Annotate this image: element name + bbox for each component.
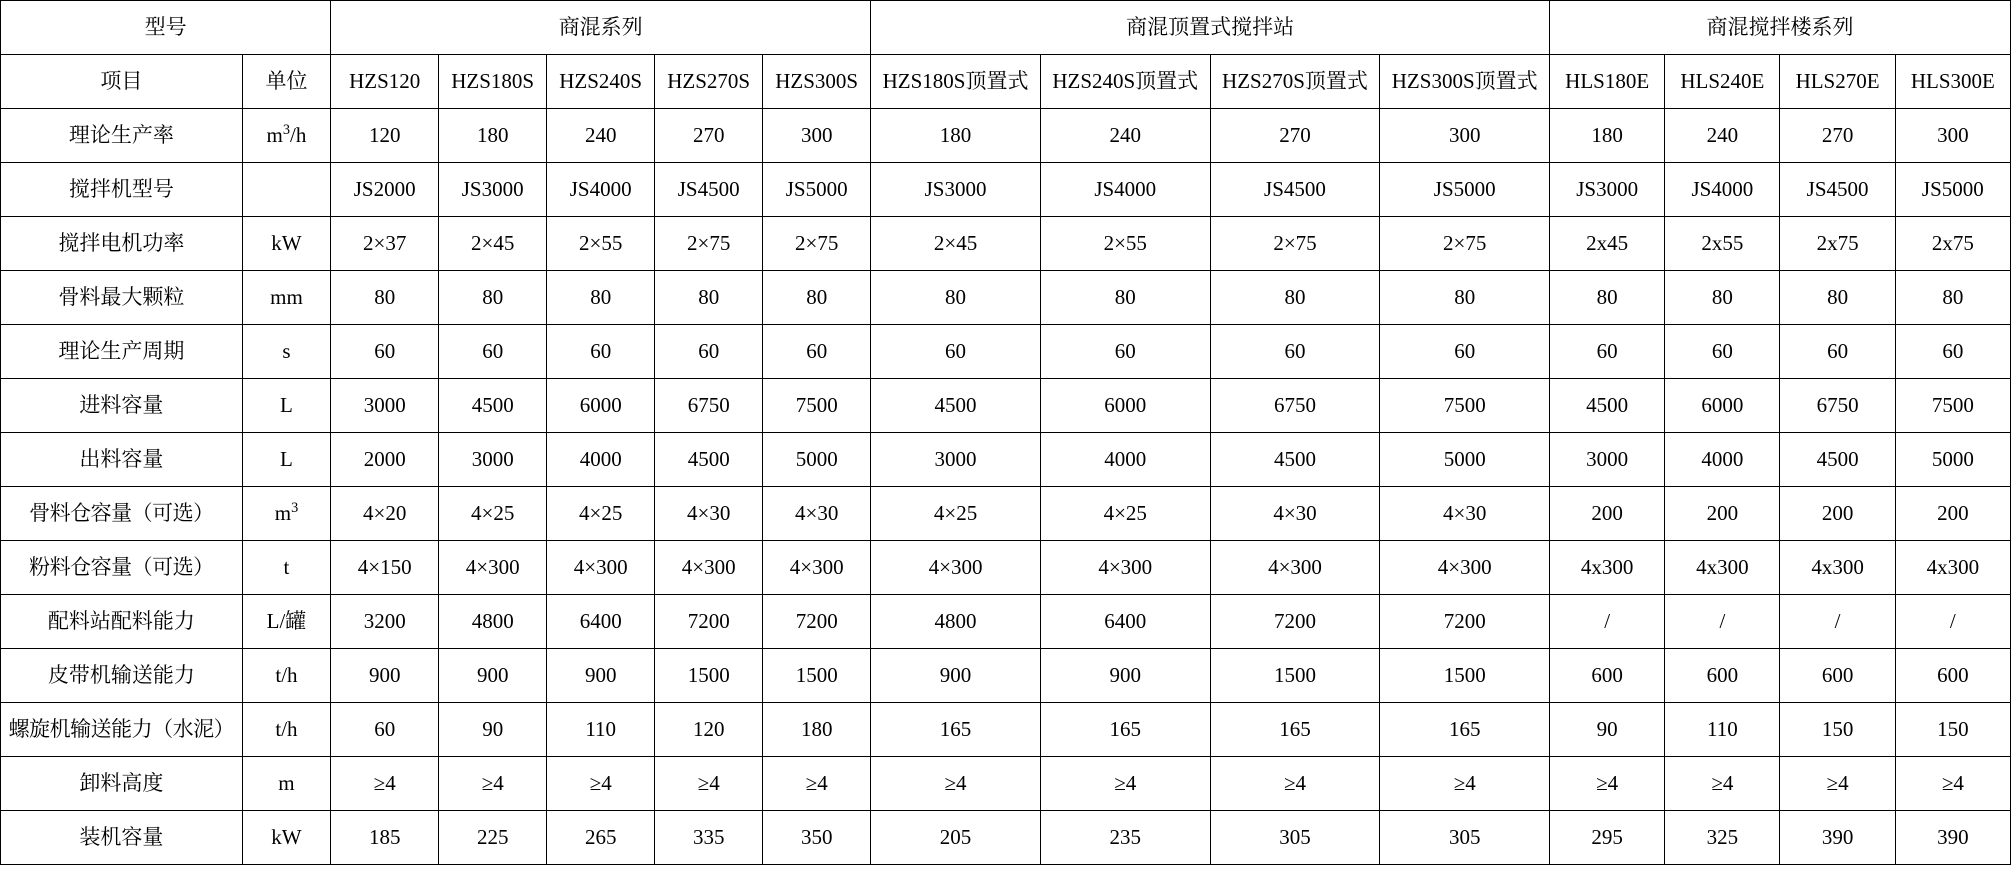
row-unit [242,163,330,217]
table-cell: 60 [331,703,439,757]
table-cell: 2×75 [763,217,871,271]
model-header-hls240e: HLS240E [1665,55,1780,109]
table-cell: 390 [1895,811,2010,865]
row-unit: kW [242,217,330,271]
table-cell: ≥4 [1665,757,1780,811]
table-cell: 60 [763,325,871,379]
table-cell: 80 [1665,271,1780,325]
row-label: 配料站配料能力 [1,595,243,649]
model-header-hls300e: HLS300E [1895,55,2010,109]
table-cell: 7500 [1380,379,1550,433]
table-cell: 80 [655,271,763,325]
table-cell: 900 [331,649,439,703]
table-cell: 6400 [547,595,655,649]
table-cell: ≥4 [1040,757,1210,811]
table-cell: ≥4 [331,757,439,811]
table-cell: 1500 [763,649,871,703]
table-cell: 600 [1895,649,2010,703]
table-cell: 4×300 [1210,541,1380,595]
table-cell: 1500 [655,649,763,703]
table-cell: 4×300 [1040,541,1210,595]
table-cell: 4800 [871,595,1041,649]
table-row [1,109,2011,163]
table-cell: 60 [1665,325,1780,379]
table-cell: 240 [1665,109,1780,163]
table-cell: ≥4 [1550,757,1665,811]
table-cell: 60 [1550,325,1665,379]
table-cell: 1500 [1380,649,1550,703]
table-cell: 7200 [1210,595,1380,649]
table-cell: ≥4 [655,757,763,811]
table-cell: 305 [1210,811,1380,865]
table-cell: 3200 [331,595,439,649]
table-cell: 80 [763,271,871,325]
table-cell: 2×45 [871,217,1041,271]
table-cell: 200 [1665,487,1780,541]
table-cell: 200 [1550,487,1665,541]
model-header-hzs120: HZS120 [331,55,439,109]
table-cell: 4×25 [1040,487,1210,541]
table-cell: 6000 [547,379,655,433]
table-cell: 900 [871,649,1041,703]
table-cell: 2x55 [1665,217,1780,271]
table-cell: JS5000 [1380,163,1550,217]
table-cell: 180 [871,109,1041,163]
table-row [1,703,2011,757]
table-cell: 4×25 [871,487,1041,541]
table-cell: 600 [1780,649,1895,703]
table-cell: 2x75 [1895,217,2010,271]
table-cell: 165 [1380,703,1550,757]
table-cell: JS4500 [1780,163,1895,217]
table-cell: 80 [1040,271,1210,325]
model-header-cell: 型号 [1,1,331,55]
table-cell: ≥4 [1895,757,2010,811]
table-cell: 235 [1040,811,1210,865]
table-cell: 4×30 [763,487,871,541]
table-cell: 900 [1040,649,1210,703]
table-cell: 185 [331,811,439,865]
table-cell: 4×20 [331,487,439,541]
table-row [1,379,2011,433]
row-label: 出料容量 [1,433,243,487]
table-cell: 5000 [1380,433,1550,487]
row-label: 螺旋机输送能力（水泥） [1,703,243,757]
table-cell: 80 [871,271,1041,325]
table-cell: 7500 [1895,379,2010,433]
row-unit: t/h [242,703,330,757]
table-row [1,649,2011,703]
table-cell: 225 [439,811,547,865]
table-cell: 5000 [1895,433,2010,487]
table-cell: / [1550,595,1665,649]
table-cell: 3000 [871,433,1041,487]
table-cell: 120 [655,703,763,757]
group-header-row [1,1,2011,55]
table-cell: 4x300 [1550,541,1665,595]
row-label: 粉料仓容量（可选） [1,541,243,595]
table-cell: 325 [1665,811,1780,865]
table-cell: 4×300 [1380,541,1550,595]
unit-header-cell: 单位 [242,55,330,109]
table-row [1,271,2011,325]
table-cell: 2x75 [1780,217,1895,271]
table-cell: 165 [871,703,1041,757]
table-cell: 335 [655,811,763,865]
table-cell: JS4000 [547,163,655,217]
table-cell: 4x300 [1665,541,1780,595]
table-cell: 165 [1040,703,1210,757]
table-row [1,811,2011,865]
table-cell: 270 [1210,109,1380,163]
table-cell: 2×75 [1380,217,1550,271]
table-row [1,433,2011,487]
table-cell: 4500 [1550,379,1665,433]
row-label: 理论生产率 [1,109,243,163]
table-cell: 7200 [655,595,763,649]
table-cell: 240 [547,109,655,163]
table-cell: 90 [1550,703,1665,757]
table-cell: 1500 [1210,649,1380,703]
model-header-hzs300s-top: HZS300S顶置式 [1380,55,1550,109]
table-cell: 80 [1895,271,2010,325]
table-cell: 4500 [1780,433,1895,487]
table-cell: 5000 [763,433,871,487]
table-cell: 4×300 [763,541,871,595]
table-cell: 4500 [871,379,1041,433]
table-cell: 6400 [1040,595,1210,649]
table-cell: 4000 [1040,433,1210,487]
model-header-hzs300s: HZS300S [763,55,871,109]
table-cell: JS4500 [1210,163,1380,217]
table-cell: 300 [1380,109,1550,163]
row-label: 搅拌电机功率 [1,217,243,271]
table-cell: / [1895,595,2010,649]
table-cell: 110 [547,703,655,757]
table-cell: 60 [439,325,547,379]
row-label: 进料容量 [1,379,243,433]
table-cell: 4000 [1665,433,1780,487]
table-cell: 80 [1550,271,1665,325]
table-cell: ≥4 [871,757,1041,811]
table-cell: 6000 [1040,379,1210,433]
table-cell: 2×37 [331,217,439,271]
table-cell: 4×30 [1380,487,1550,541]
row-unit: $m^3$ [242,487,330,541]
table-cell: JS2000 [331,163,439,217]
model-header-hls270e: HLS270E [1780,55,1895,109]
group-header-mixing-tower: 商混搅拌楼系列 [1550,1,2011,55]
table-cell: 120 [331,109,439,163]
model-header-hzs270s: HZS270S [655,55,763,109]
table-cell: 300 [763,109,871,163]
table-cell: ≥4 [1780,757,1895,811]
table-cell: / [1780,595,1895,649]
table-cell: 60 [1040,325,1210,379]
model-header-hzs270s-top: HZS270S顶置式 [1210,55,1380,109]
table-row [1,595,2011,649]
table-cell: 900 [547,649,655,703]
model-header-hzs240s: HZS240S [547,55,655,109]
table-row [1,163,2011,217]
table-cell: 265 [547,811,655,865]
table-cell: 900 [439,649,547,703]
table-cell: 2×45 [439,217,547,271]
table-cell: 7200 [763,595,871,649]
table-cell: JS4000 [1040,163,1210,217]
table-cell: ≥4 [547,757,655,811]
table-cell: 270 [655,109,763,163]
table-cell: 2x45 [1550,217,1665,271]
table-cell: 60 [331,325,439,379]
table-cell: 295 [1550,811,1665,865]
table-cell: 305 [1380,811,1550,865]
table-cell: 60 [547,325,655,379]
subheader-row [1,55,2011,109]
table-cell: 60 [871,325,1041,379]
row-label: 搅拌机型号 [1,163,243,217]
row-label: 理论生产周期 [1,325,243,379]
table-cell: 3000 [331,379,439,433]
table-cell: 4500 [1210,433,1380,487]
table-cell: 3000 [439,433,547,487]
table-cell: 150 [1780,703,1895,757]
table-cell: 240 [1040,109,1210,163]
row-unit: $m^3/h$ [242,109,330,163]
row-label: 卸料高度 [1,757,243,811]
table-cell: 200 [1780,487,1895,541]
table-cell: 2×55 [547,217,655,271]
row-label: 骨料仓容量（可选） [1,487,243,541]
table-cell: 4×300 [439,541,547,595]
row-unit: t/h [242,649,330,703]
table-cell: 165 [1210,703,1380,757]
row-unit: L [242,433,330,487]
table-cell: 4×25 [439,487,547,541]
table-cell: 6000 [1665,379,1780,433]
table-cell: 2×75 [655,217,763,271]
row-label: 皮带机输送能力 [1,649,243,703]
table-cell: / [1665,595,1780,649]
table-cell: JS5000 [1895,163,2010,217]
table-cell: 300 [1895,109,2010,163]
table-cell: 180 [439,109,547,163]
table-cell: ≥4 [439,757,547,811]
table-cell: ≥4 [763,757,871,811]
table-row [1,325,2011,379]
table-cell: 7200 [1380,595,1550,649]
table-cell: 4800 [439,595,547,649]
table-cell: 80 [547,271,655,325]
table-cell: 3000 [1550,433,1665,487]
table-cell: 180 [1550,109,1665,163]
table-cell: 6750 [1210,379,1380,433]
table-header [1,1,2011,109]
table-cell: 60 [1780,325,1895,379]
table-cell: 4×25 [547,487,655,541]
table-cell: 90 [439,703,547,757]
model-header-hzs180s: HZS180S [439,55,547,109]
row-label: 装机容量 [1,811,243,865]
table-cell: 80 [1210,271,1380,325]
table-row [1,487,2011,541]
table-cell: 4x300 [1780,541,1895,595]
table-cell: 2×75 [1210,217,1380,271]
table-cell: ≥4 [1210,757,1380,811]
table-cell: JS4000 [1665,163,1780,217]
item-header-cell: 项目 [1,55,243,109]
table-cell: 6750 [655,379,763,433]
table-cell: 80 [1780,271,1895,325]
table-cell: ≥4 [1380,757,1550,811]
table-cell: JS3000 [871,163,1041,217]
model-header-hls180e: HLS180E [1550,55,1665,109]
row-unit: t [242,541,330,595]
table-cell: 60 [1895,325,2010,379]
row-unit: L/罐 [242,595,330,649]
row-label: 骨料最大颗粒 [1,271,243,325]
table-cell: 2×55 [1040,217,1210,271]
table-cell: 270 [1780,109,1895,163]
table-cell: 60 [655,325,763,379]
table-cell: 600 [1665,649,1780,703]
table-cell: 200 [1895,487,2010,541]
table-cell: JS5000 [763,163,871,217]
table-cell: 205 [871,811,1041,865]
table-cell: JS3000 [439,163,547,217]
table-cell: 4×300 [547,541,655,595]
table-cell: 7500 [763,379,871,433]
table-cell: JS3000 [1550,163,1665,217]
table-cell: 4x300 [1895,541,2010,595]
row-unit: mm [242,271,330,325]
group-header-commercial: 商混系列 [331,1,871,55]
table-cell: 390 [1780,811,1895,865]
row-unit: m [242,757,330,811]
row-unit: kW [242,811,330,865]
table-cell: 150 [1895,703,2010,757]
table-row [1,541,2011,595]
table-cell: 4×300 [871,541,1041,595]
model-header-hzs180s-top: HZS180S顶置式 [871,55,1041,109]
table-cell: 80 [1380,271,1550,325]
table-cell: 4×150 [331,541,439,595]
table-cell: 110 [1665,703,1780,757]
table-cell: 4×30 [655,487,763,541]
table-cell: 6750 [1780,379,1895,433]
group-header-top-mounted: 商混顶置式搅拌站 [871,1,1550,55]
table-cell: 4000 [547,433,655,487]
table-cell: 350 [763,811,871,865]
table-cell: 60 [1380,325,1550,379]
table-cell: 2000 [331,433,439,487]
row-unit: L [242,379,330,433]
table-cell: 4×300 [655,541,763,595]
table-cell: 600 [1550,649,1665,703]
model-header-hzs240s-top: HZS240S顶置式 [1040,55,1210,109]
table-row [1,217,2011,271]
table-cell: 180 [763,703,871,757]
table-cell: 80 [331,271,439,325]
table-body [1,109,2011,865]
table-cell: 4500 [655,433,763,487]
table-cell: 80 [439,271,547,325]
row-unit: s [242,325,330,379]
table-cell: 4500 [439,379,547,433]
table-cell: 60 [1210,325,1380,379]
table-cell: 4×30 [1210,487,1380,541]
table-cell: JS4500 [655,163,763,217]
table-row [1,757,2011,811]
